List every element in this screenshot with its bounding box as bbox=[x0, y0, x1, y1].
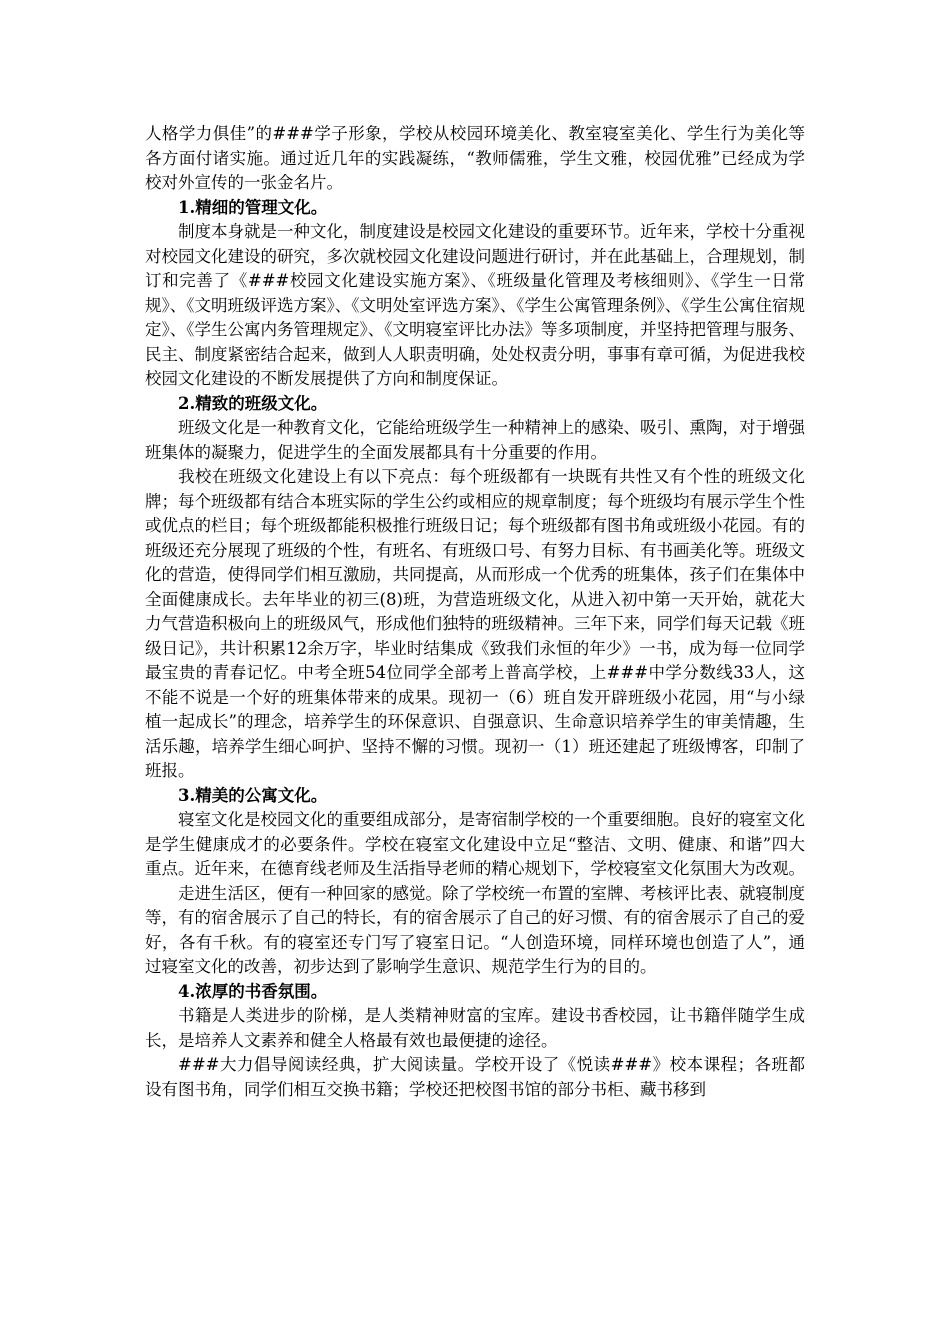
paragraph-class-culture-highlights: 我校在班级文化建设上有以下亮点：每个班级都有一块既有共性又有个性的班级文化牌；每个班级都有结合本班实际的学生公约或相应的规章制度；每个班级均有展示学生个性或优点的栏目；每个班级都能积极推行班级日记；每个班级都有图书角或班级小花园。有的班级还充分展现了班级的个性，有班名、有班级口号、有努力目标、有书画美化等。班级文化的营造，使得同学们相互激励，共同提高，从而形成一个优秀的班集体，孩子们在集体中全面健康成长。去年毕业的初三(8)班，为营造班级文化，从进入初中第一天开始，就花大力气营造积极向上的班级风气，形成他们独特的班级精神。三年下来，同学们每天记载《班级日记》，共计积累12余万字，毕业时结集成《致我们永恒的年少》一书，成为每一位同学最宝贵的青春记忆。中考全班54位同学全部考上普高学校，上###中学分数线33人，这不能不说是一个好的班集体带来的成果。现初一（6）班自发开辟班级小花园，用“与小绿植一起成长”的理念，培养学生的环保意识、自强意识、生命意识培养学生的审美情趣，生活乐趣，培养学生细心呵护、坚持不懈的习惯。现初一（1）班还建起了班级博客，印制了班报。 bbox=[145, 467, 805, 780]
paragraph-continuation: 人格学力俱佳”的###学子形象，学校从校园环境美化、教室寝室美化、学生行为美化等各方面付诸实施。通过近几年的实践凝练，“教师儒雅，学生文雅，校园优雅”已经成为学校对外宣传的一张金名片。 bbox=[145, 124, 805, 192]
paragraph-management: 制度本身就是一种文化，制度建设是校园文化建设的重要环节。近年来，学校十分重视对校园文化建设的研究，多次就校园文化建设问题进行研讨，并在此基础上，合理规划，制订和完善了《###校园文化建设实施方案》、《班级量化管理及考核细则》、《学生一日常规》、《文明班级评选方案》、《文明处室评选方案》、《学生公寓管理条例》、《学生公寓住宿规定》、《学生公寓内务管理规定》、《文明寝室评比办法》等多项制度，并坚持把管理与服务、民主、制度紧密结合起来，做到人人职责明确，处处权责分明，事事有章可循，为促进我校校园文化建设的不断发展提供了方向和制度保证。 bbox=[145, 222, 805, 388]
section-heading-dorm-culture: 3.精美的公寓文化。 bbox=[178, 785, 328, 805]
paragraph-dorm-culture-life: 走进生活区，便有一种回家的感觉。除了学校统一布置的室牌、考核评比表、就寝制度等，有的宿舍展示了自己的特长，有的宿舍展示了自己的好习惯、有的宿舍展示了自己的爱好，各有千秋。有的寝室还专门写了寝室日记。“人创造环境，同样环境也创造了人”，通过寝室文化的改善，初步达到了影响学生意识、规范学生行为的目的。 bbox=[145, 883, 805, 976]
section-heading-class-culture: 2.精致的班级文化。 bbox=[178, 393, 328, 413]
paragraph-reading-practice: ###大力倡导阅读经典，扩大阅读量。学校开设了《悦读###》校本课程；各班都设有图书角，同学们相互交换书籍；学校还把校图书馆的部分书柜、藏书移到 bbox=[145, 1055, 805, 1099]
paragraph-class-culture-intro: 班级文化是一种教育文化，它能给班级学生一种精神上的感染、吸引、熏陶，对于增强班集体的凝聚力，促进学生的全面发展都具有十分重要的作用。 bbox=[145, 418, 805, 462]
section-heading-reading: 4.浓厚的书香氛围。 bbox=[178, 981, 328, 1001]
document-page bbox=[145, 122, 805, 1102]
section-heading-management: 1.精细的管理文化。 bbox=[178, 197, 328, 217]
paragraph-reading-intro: 书籍是人类进步的阶梯，是人类精神财富的宝库。建设书香校园，让书籍伴随学生成长，是培养人文素养和健全人格最有效也最便捷的途径。 bbox=[145, 1006, 805, 1050]
paragraph-dorm-culture-intro: 寝室文化是校园文化的重要组成部分，是寄宿制学校的一个重要细胞。良好的寝室文化是学生健康成才的必要条件。学校在寝室文化建设中立足“整洁、文明、健康、和谐”四大重点。近年来，在德育线老师及生活指导老师的精心规划下，学校寝室文化氛围大为改观。 bbox=[145, 810, 805, 878]
